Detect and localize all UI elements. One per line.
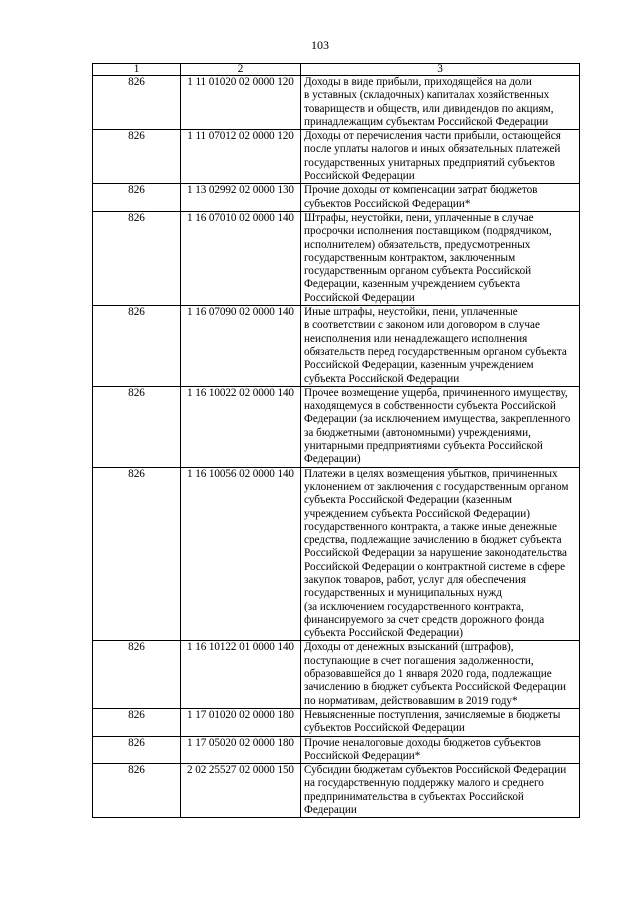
table-row (93, 641, 580, 708)
table-row (93, 130, 580, 184)
description-line: субъекта Российской Федерации) (304, 627, 463, 640)
description-line: Доходы в виде прибыли, приходящейся на доли (304, 76, 532, 88)
revenue-code-cell: 1 17 05020 02 0000 180 (181, 736, 301, 764)
description-cell (301, 184, 580, 212)
header-col-2: 2 (181, 64, 301, 76)
description-line: за бюджетными (автономными) учреждениями, (304, 426, 531, 439)
description-line: Платежи в целях возмещения убытков, причиненных (304, 467, 558, 480)
description-line: Российской Федерации, казенным учреждением (304, 359, 534, 372)
description-line: субъекта Российской Федерации (304, 372, 460, 385)
description-line: Российской Федерации за нарушение законодательства (304, 547, 568, 560)
description-line: государственным контрактом, заключенным (304, 251, 516, 264)
table-row (93, 386, 580, 467)
header-col-3: 3 (301, 64, 580, 76)
revenue-code-cell: 1 16 10122 01 0000 140 (181, 641, 301, 708)
description-line: Российской Федерации* (304, 749, 421, 762)
revenue-code-cell: 1 16 07090 02 0000 140 (181, 306, 301, 387)
description-line: по нормативам, действовавшим в 2019 году* (304, 694, 518, 707)
revenue-code-cell: 1 11 07012 02 0000 120 (181, 130, 301, 184)
table-row (93, 736, 580, 764)
header-col-1: 1 (93, 64, 181, 76)
description-line: Российской Федерации (304, 170, 415, 183)
description-line: Федерации (за исключением имущества, закрепленного (304, 413, 571, 426)
description-line: унитарными предприятиями субъекта Российской (304, 440, 543, 453)
description-line: Доходы от денежных взысканий (штрафов), (304, 641, 514, 654)
table-header (93, 64, 580, 76)
page-number: 103 (311, 38, 329, 52)
description-line: уклонением от заключения с государственным органом (304, 480, 569, 493)
description-line: на государственную поддержку малого и среднего (304, 777, 544, 790)
revenue-code-cell: 1 16 10022 02 0000 140 (181, 386, 301, 467)
description-line: обязательств перед государственным органом субъекта (304, 345, 567, 358)
description-line: Штрафы, неустойки, пени, уплаченные в случае (304, 211, 534, 224)
table-row (93, 764, 580, 818)
description-line: государственных и муниципальных нужд (304, 587, 502, 600)
table-row (93, 76, 580, 130)
description-line: в уставных (складочных) капиталах хозяйственных (304, 89, 550, 102)
description-cell (301, 76, 580, 130)
description-line: Прочее возмещение ущерба, причиненного имуществу, (304, 386, 568, 399)
description-line: Прочие неналоговые доходы бюджетов субъектов (304, 736, 541, 749)
description-line: средства, подлежащие зачислению в бюджет субъекта (304, 534, 562, 547)
description-line: исполнителем) обязательств, предусмотренных (304, 238, 531, 251)
table-row (93, 211, 580, 305)
description-line: Иные штрафы, неустойки, пени, уплаченные (304, 306, 518, 319)
description-line: Российской Федерации (304, 291, 415, 304)
description-line: принадлежащим субъектам Российской Федерации (304, 115, 549, 128)
description-line: закупок товаров, работ, услуг для обеспечения (304, 573, 526, 586)
header-row (93, 64, 580, 76)
description-line: поступающие в счет погашения задолженности, (304, 654, 534, 667)
revenue-code-cell: 1 16 07010 02 0000 140 (181, 211, 301, 305)
description-line: просрочки исполнения поставщиком (подрядчиком, (304, 225, 552, 238)
description-cell (301, 736, 580, 764)
description-cell (301, 641, 580, 708)
description-cell (301, 467, 580, 641)
revenue-code-cell: 2 02 25527 02 0000 150 (181, 764, 301, 818)
description-line: Доходы от перечисления части прибыли, остающейся (304, 130, 561, 143)
description-line: субъектов Российской Федерации (304, 722, 465, 735)
description-line: Прочие доходы от компенсации затрат бюджетов (304, 184, 538, 197)
description-cell (301, 708, 580, 736)
table-row (93, 708, 580, 736)
description-line: образовавшейся до 1 января 2020 года, подлежащие (304, 668, 552, 681)
table-row (93, 184, 580, 212)
description-line: неисполнения или ненадлежащего исполнения (304, 332, 528, 345)
description-line: государственного контракта, а также иные денежные (304, 520, 557, 533)
description-line: учреждением субъекта Российской Федерации) (304, 507, 530, 520)
description-cell (301, 211, 580, 305)
admin-code-cell: 826 (93, 467, 181, 641)
admin-code-cell: 826 (93, 306, 181, 387)
description-line: предпринимательства в субъектах Российской (304, 790, 524, 803)
description-line: Российской Федерации о контрактной системе в сфере (304, 560, 566, 573)
description-line: Субсидии бюджетам субъектов Российской Федерации (304, 764, 567, 777)
description-line: товариществ и обществ, или дивидендов по акциям, (304, 102, 554, 115)
table-row (93, 306, 580, 387)
revenue-code-cell: 1 17 01020 02 0000 180 (181, 708, 301, 736)
admin-code-cell: 826 (93, 211, 181, 305)
budget-codes-table (92, 63, 580, 818)
description-line: государственных унитарных предприятий субъектов (304, 156, 555, 169)
admin-code-cell: 826 (93, 130, 181, 184)
admin-code-cell: 826 (93, 708, 181, 736)
revenue-code-cell: 1 11 01020 02 0000 120 (181, 76, 301, 130)
description-line: Невыясненные поступления, зачисляемые в бюджеты (304, 708, 561, 721)
description-line: субъекта Российской Федерации (казенным (304, 494, 512, 507)
description-cell (301, 386, 580, 467)
description-line: финансируемого за счет средств дорожного фонда (304, 613, 545, 626)
description-cell (301, 306, 580, 387)
admin-code-cell: 826 (93, 641, 181, 708)
description-line: государственным органом субъекта Российской (304, 265, 532, 278)
revenue-code-cell: 1 16 10056 02 0000 140 (181, 467, 301, 641)
description-cell (301, 764, 580, 818)
revenue-code-cell: 1 13 02992 02 0000 130 (181, 184, 301, 212)
description-line: находящемуся в собственности субъекта Российской (304, 400, 556, 413)
admin-code-cell: 826 (93, 764, 181, 818)
description-line: субъектов Российской Федерации* (304, 197, 471, 210)
table-row (93, 467, 580, 641)
description-line: (за исключением государственного контракта, (304, 600, 524, 613)
description-line: Федерации) (304, 453, 361, 466)
description-line: зачислению в бюджет субъекта Российской Федерации (304, 681, 566, 694)
admin-code-cell: 826 (93, 736, 181, 764)
description-line: в соответствии с законом или договором в случае (304, 319, 540, 332)
description-line: после уплаты налогов и иных обязательных платежей (304, 143, 561, 156)
admin-code-cell: 826 (93, 386, 181, 467)
table-body (93, 76, 580, 818)
description-line: Федерации, казенным учреждением субъекта (304, 278, 521, 291)
admin-code-cell: 826 (93, 184, 181, 212)
admin-code-cell: 826 (93, 76, 181, 130)
description-line: Федерации (304, 804, 357, 817)
description-cell (301, 130, 580, 184)
